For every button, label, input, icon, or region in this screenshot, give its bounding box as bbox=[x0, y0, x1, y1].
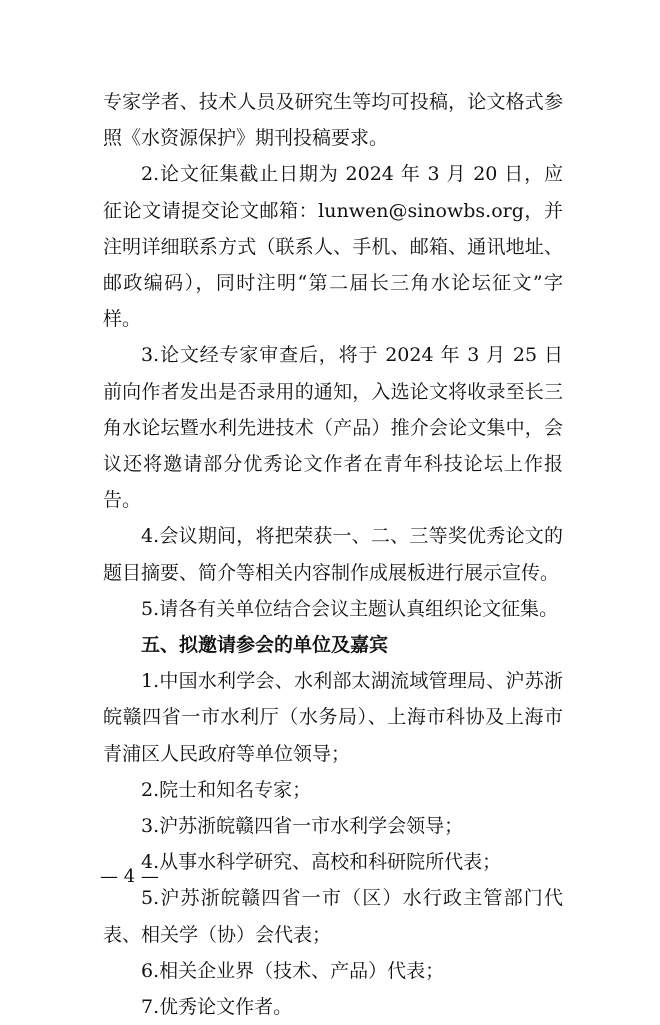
list-item: 1.中国水利学会、水利部太湖流域管理局、沪苏浙皖赣四省一市水利厅（水务局）、上海市科协及上海市青浦区人民政府等单位领导； bbox=[103, 670, 563, 765]
paragraph-item-3: 3.论文经专家审查后，将于 2024 年 3 月 25 日前向作者发出是否录用的通知，入选论文将收录至长三角水论坛暨水利先进技术（产品）推介会论文集中，会议还将邀请部分优秀论文作者在青年科技论坛上作报告。 bbox=[103, 344, 563, 512]
paragraph-item-4: 4.会议期间，将把荣获一、二、三等奖优秀论文的题目摘要、简介等相关内容制作成展板进行展示宣传。 bbox=[103, 525, 563, 584]
list-item: 2.院士和知名专家； bbox=[141, 778, 312, 801]
section-heading: 五、拟邀请参会的单位及嘉宾 bbox=[141, 634, 389, 657]
paragraph-item-5: 5.请各有关单位结合会议主题认真组织论文征集。 bbox=[141, 597, 559, 620]
list-item: 4.从事水科学研究、高校和科研院所代表； bbox=[141, 851, 502, 874]
list-item: 6.相关企业界（技术、产品）代表； bbox=[141, 959, 445, 982]
page-number: — 4 — bbox=[100, 866, 159, 887]
list-item: 7.优秀论文作者。 bbox=[141, 996, 293, 1019]
paragraph-continuation: 专家学者、技术人员及研究生等均可投稿，论文格式参照《水资源保护》期刊投稿要求。 bbox=[103, 91, 563, 150]
list-item: 5.沪苏浙皖赣四省一市（区）水行政主管部门代表、相关学（协）会代表； bbox=[103, 887, 563, 946]
document-body bbox=[103, 84, 563, 1025]
paragraph-item-2: 2.论文征集截止日期为 2024 年 3 月 20 日，应征论文请提交论文邮箱：lunwen@sinowbs.org，并注明详细联系方式（联系人、手机、邮箱、通讯地址、邮政编码），同时注明“第二届长三角水论坛征文”字样。 bbox=[103, 163, 563, 331]
list-item: 3.沪苏浙皖赣四省一市水利学会领导； bbox=[141, 815, 464, 838]
